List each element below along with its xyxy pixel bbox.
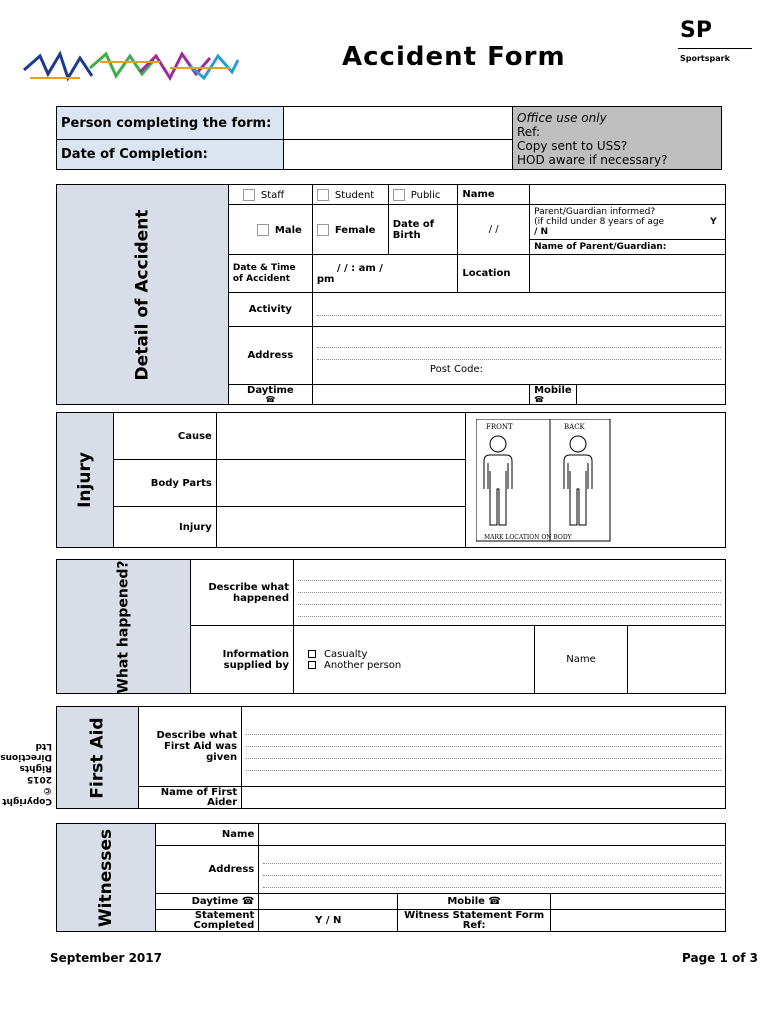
detail-section-label [57, 185, 229, 405]
name-label: Name [458, 185, 530, 205]
completion-table [56, 106, 722, 170]
cause-label: Cause [113, 413, 216, 460]
location-field[interactable] [530, 255, 726, 293]
another-person-checkbox[interactable] [308, 661, 316, 669]
happened-section-label [57, 560, 191, 694]
logo-divider [678, 48, 752, 49]
first-aid-describe-field[interactable] [242, 707, 726, 787]
statement-completed-label: Statement Completed [156, 910, 259, 932]
office-ref-label: Ref: [517, 125, 541, 139]
date-time-label: Date & Time of Accident [228, 255, 312, 293]
dob-field[interactable]: / / [458, 205, 530, 255]
person-completing-field[interactable] [284, 107, 513, 140]
witness-address-line-2 [263, 864, 721, 876]
post-code-label: Post Code: [429, 364, 483, 375]
info-supplied-options [293, 626, 534, 694]
male-label: Male [274, 224, 302, 236]
child-note-row [534, 217, 721, 237]
male-checkbox[interactable] [257, 224, 269, 236]
body-diagram[interactable] [476, 419, 616, 543]
footer-date: September 2017 [50, 951, 162, 965]
witness-daytime-label: Daytime ☎ [156, 894, 259, 910]
date-time-value: / / : am / [336, 262, 383, 274]
parent-guardian-cell [530, 205, 726, 255]
address-label: Address [228, 327, 312, 385]
injury-field[interactable] [216, 507, 465, 548]
hod-aware-label: HOD aware if necessary? [517, 153, 668, 167]
female-option[interactable] [312, 205, 388, 255]
happened-line-1 [298, 569, 721, 581]
student-option[interactable] [312, 185, 388, 205]
parent-informed-yn[interactable]: Y / N [534, 217, 717, 237]
injury-section-title: Injury [74, 452, 95, 508]
mobile-text: Mobile [534, 384, 572, 396]
casualty-option[interactable] [308, 649, 530, 660]
what-happened-table [56, 559, 726, 694]
another-person-label: Another person [323, 659, 402, 671]
first-aid-line-3 [246, 747, 721, 759]
page-title: Accident Form [342, 42, 566, 72]
info-name-label: Name [534, 626, 627, 694]
name-field[interactable] [530, 185, 726, 205]
witnesses-section-label [57, 824, 156, 932]
parent-informed-label: Parent/Guardian informed? [534, 207, 656, 217]
footer-page: Page 1 of 3 [682, 951, 758, 965]
activity-field[interactable] [312, 293, 725, 327]
staff-checkbox[interactable] [243, 189, 255, 201]
describe-happened-field[interactable] [293, 560, 725, 626]
male-option[interactable] [228, 205, 312, 255]
address-line-1 [317, 336, 721, 348]
child-note-label: (if child under 8 years of age [534, 217, 665, 227]
witness-ref-label: Witness Statement Form Ref: [398, 910, 551, 932]
date-completion-field[interactable] [284, 140, 513, 170]
address-line-2 [317, 348, 721, 360]
witness-name-label: Name [156, 824, 259, 846]
daytime-label [228, 385, 312, 405]
mark-location-label: MARK LOCATION ON BODY [483, 534, 572, 541]
female-label: Female [334, 224, 376, 236]
public-option[interactable] [388, 185, 458, 205]
student-checkbox[interactable] [317, 189, 329, 201]
witness-mobile-label: Mobile ☎ [398, 894, 551, 910]
witness-address-field[interactable] [259, 846, 726, 894]
dob-label: Date of Birth [388, 205, 458, 255]
first-aid-line-1 [246, 723, 721, 735]
staff-option[interactable] [228, 185, 312, 205]
witnesses-table [56, 823, 726, 932]
casualty-checkbox[interactable] [308, 650, 316, 658]
body-diagram-frame [476, 419, 610, 541]
witness-address-line-1 [263, 852, 721, 864]
office-use-label: Office use only [517, 111, 607, 125]
another-person-option[interactable] [308, 660, 530, 671]
first-aider-field[interactable] [242, 787, 726, 809]
person-completing-label: Person completing the form: [57, 107, 284, 140]
scramble-marks [24, 54, 238, 78]
witness-daytime-field[interactable] [259, 894, 398, 910]
logo-text: SP [680, 18, 712, 43]
witnesses-section-title: Witnesses [96, 828, 117, 927]
witness-mobile-field[interactable] [551, 894, 726, 910]
witness-address-line-3 [263, 876, 721, 888]
public-checkbox[interactable] [393, 189, 405, 201]
first-aid-describe-label: Describe what First Aid was given [139, 707, 242, 787]
activity-label: Activity [228, 293, 312, 327]
front-label: FRONT [485, 423, 513, 431]
logo-subtext: Sportspark [680, 54, 730, 63]
copy-sent-label: Copy sent to USS? [517, 139, 628, 153]
cause-field[interactable] [216, 413, 465, 460]
activity-line [317, 304, 721, 316]
body-diagram-cell [465, 413, 725, 548]
witness-name-field[interactable] [259, 824, 726, 846]
mobile-label [530, 385, 577, 405]
phone-icon: ☎ [265, 394, 276, 404]
daytime-text: Daytime [247, 384, 294, 396]
location-label: Location [458, 255, 530, 293]
date-time-field[interactable] [312, 255, 457, 293]
address-field[interactable] [312, 327, 725, 385]
scrambled-logo-graphic [20, 48, 242, 84]
injury-label: Injury [113, 507, 216, 548]
parent-name-label: Name of Parent/Guardian: [534, 242, 667, 252]
mobile-field[interactable] [576, 385, 725, 405]
first-aid-section-title: First Aid [87, 716, 108, 799]
date-completion-label: Date of Completion: [57, 140, 284, 170]
student-label: Student [334, 189, 375, 201]
happened-line-2 [298, 581, 721, 593]
info-supplied-label: Information supplied by [190, 626, 293, 694]
describe-happened-label: Describe what happened [190, 560, 293, 626]
body-parts-label: Body Parts [113, 460, 216, 507]
sportspark-logo [662, 12, 754, 70]
pm-label: pm [316, 273, 335, 285]
first-aid-section-label [57, 707, 139, 809]
statement-yn[interactable]: Y / N [259, 910, 398, 932]
casualty-label: Casualty [323, 648, 368, 660]
happened-line-3 [298, 593, 721, 605]
witness-ref-field[interactable] [551, 910, 726, 932]
female-checkbox[interactable] [317, 224, 329, 236]
first-aid-line-2 [246, 735, 721, 747]
back-label: BACK [563, 423, 585, 431]
first-aid-line-4 [246, 759, 721, 771]
happened-line-4 [298, 605, 721, 617]
happened-section-title: What happened? [115, 560, 132, 693]
daytime-field[interactable] [312, 385, 529, 405]
body-parts-field[interactable] [216, 460, 465, 507]
info-name-field[interactable] [627, 626, 725, 694]
injury-section-label [57, 413, 114, 548]
witness-address-label: Address [156, 846, 259, 894]
mobile-phone-icon: ☎ [534, 394, 545, 404]
detail-section-title: Detail of Accident [132, 209, 153, 380]
first-aid-table [56, 706, 726, 809]
detail-of-accident-table [56, 184, 726, 405]
parent-informed-block [530, 205, 725, 240]
copyright-note: Copyright © 2015 Rights Directions Ltd [0, 741, 52, 806]
public-label: Public [410, 189, 441, 201]
staff-label: Staff [260, 189, 285, 201]
first-aider-label: Name of First Aider [139, 787, 242, 809]
injury-table [56, 412, 726, 548]
office-use-box [513, 107, 722, 170]
